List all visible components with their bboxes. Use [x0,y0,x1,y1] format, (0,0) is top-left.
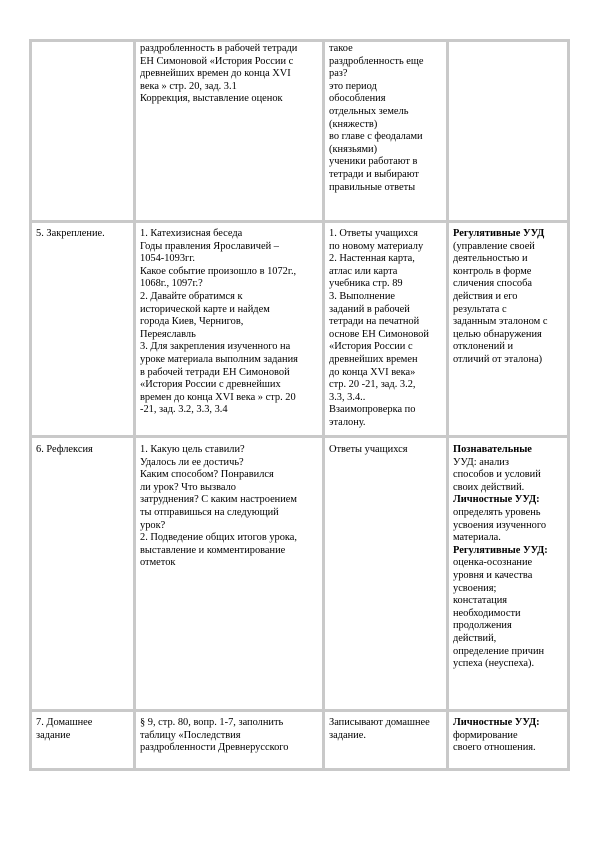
student-activity-cell: Записывают домашнее задание. [324,711,448,770]
teacher-activity-cell: раздробленность в рабочей тетради ЕН Симоновой «История России с древнейших времен до конца XVI века » стр. 20, зад. 3.1 Коррекция, выставление оценок [135,41,324,222]
table-row [31,711,569,770]
student-activity-cell: 1. Ответы учащихся по новому материалу 2. Настенная карта, атлас или карта учебника стр. 89 3. Выполнение заданий в рабочей тетради на печатной основе ЕН Симоновой «История России с древнейших времен до конца XVI века» стр. 20 -21, зад. 3.2, 3.3, 3.4.. Взаимопроверка по эталону. [324,222,448,437]
uud-cell: Регулятивные УУД (управление своей деятельностью и контроль в форме сличения способа действия и его результата с заданным эталоном с целью обнаружения отклонений и отличий от эталона) [448,222,569,437]
stage-cell: 5. Закрепление. [31,222,135,437]
table-row [31,41,569,222]
stage-cell [31,41,135,222]
student-activity-cell: Ответы учащихся [324,437,448,711]
uud-cell: Личностные УУД: формирование своего отношения. [448,711,569,770]
lesson-plan-table [29,39,570,771]
stage-cell: 7. Домашнее задание [31,711,135,770]
teacher-activity-cell: § 9, стр. 80, вопр. 1-7, заполнить таблицу «Последствия раздробленности Древнерусского [135,711,324,770]
uud-cell: Познавательные УУД: анализ способов и условий своих действий. Личностные УУД: определять уровень усвоения изученного материала. Регулятивные УУД: оценка-осознание уровня и качества усвоения; констатация необходимости продолжения действий, определение причин успеха (неуспеха). [448,437,569,711]
student-activity-cell: такое раздробленность еще раз? это период обособления отдельных земель (княжеств) во главе с феодалами (князьями) ученики работают в тетради и выбирают правильные ответы [324,41,448,222]
teacher-activity-cell: 1. Катехизисная беседа Годы правления Ярославичей – 1054-1093гг. Какое событие произошло в 1072г., 1068г., 1097г.? 2. Давайте обратимся к исторической карте и найдем города Киев, Чернигов, Переяславль 3. Для закрепления изученного на уроке материала выполним задания в рабочей тетради ЕН Симоновой «История России с древнейших времен до конца XVI века » стр. 20 -21, зад. 3.2, 3.3, 3.4 [135,222,324,437]
table-row [31,222,569,437]
stage-cell: 6. Рефлексия [31,437,135,711]
table-row [31,437,569,711]
uud-cell [448,41,569,222]
teacher-activity-cell: 1. Какую цель ставили? Удалось ли ее достичь? Каким способом? Понравился ли урок? Что вызвало затруднения? С каким настроением ты отправишься на следующий урок? 2. Подведение общих итогов урока, выставление и комментирование отметок [135,437,324,711]
